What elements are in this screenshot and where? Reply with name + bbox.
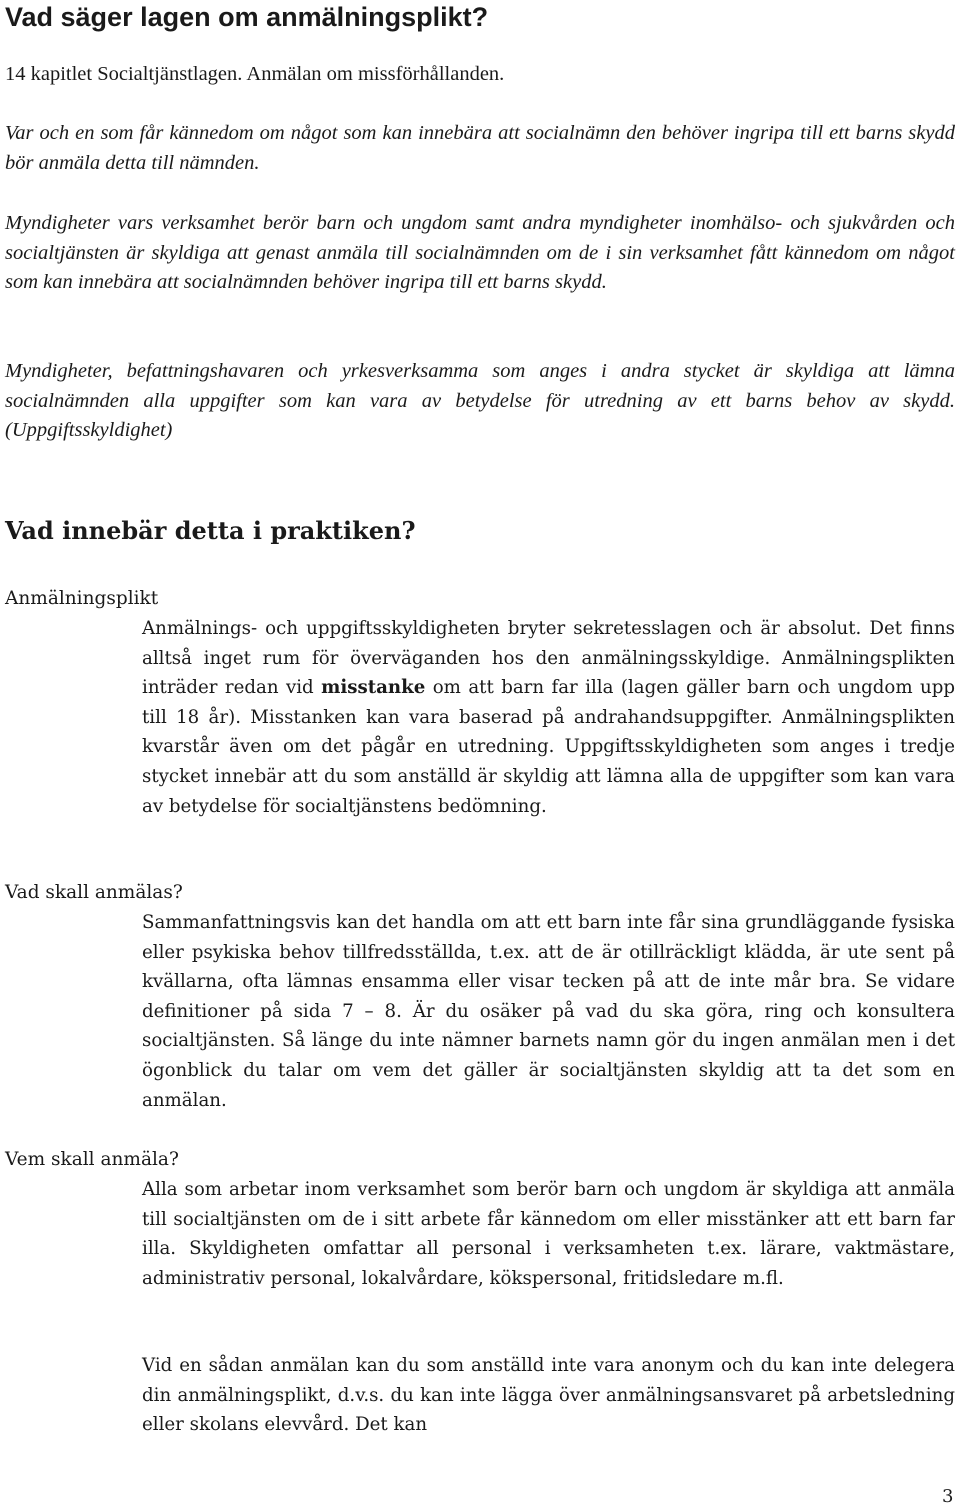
page-title: Vad säger lagen om anmälningsplikt?: [5, 2, 489, 32]
vem-anmala-text-2: Vid en sådan anmälan kan du som anställd inte vara anonym och du kan inte delegera din anmälningsplikt, d.v.s. du kan inte lägga över anmälningsansvaret på arbetsledning eller skolans elevvård. Det kan: [142, 1355, 955, 1436]
anmalningsplikt-text: [142, 614, 955, 821]
label-anmalningsplikt: Anmälningsplikt: [5, 588, 159, 609]
anmalningsplikt-text-after: om att barn far illa (lagen gäller barn och ungdom upp till 18 år). Misstanken kan vara baserad på andrahandsuppgifter. Anmälningsplikten kvarstår även om det pågår en utredning. Uppgiftsskyldigheten som anges i tredje stycket innebär att du som anställd är skyldig att lämna alla de uppgifter som kan vara av betydelse för socialtjänstens bedömning.: [142, 677, 955, 817]
paragraph-3: Myndigheter, befattningshavaren och yrkesverksamma som anges i andra stycket är skyldiga att lämna socialnämnden alla uppgifter som kan vara av betydelse för utredning av ett barns behov av skydd. (Uppgiftsskyldighet): [5, 360, 955, 441]
anmalningsplikt-text-before: Anmälnings- och uppgiftsskyldigheten bryter sekretesslagen och är absolut. Det finns alltså inget rum för överväganden hos den anmälningsskyldige. Anmälningsplikten inträder redan vid: [142, 618, 955, 699]
law-reference: 14 kapitlet Socialtjänstlagen. Anmälan om missförhållanden.: [5, 63, 505, 85]
vem-anmala-text-1: Alla som arbetar inom verksamhet som berör barn och ungdom är skyldiga att anmäla till socialtjänsten om de i sitt arbete får kännedom om eller misstänker att ett barn far illa. Skyldigheten omfattar all personal i verksamheten t.ex. lärare, vaktmästare, administrativ personal, lokalvårdare, kökspersonal, fritidsledare m.fl.: [142, 1179, 955, 1289]
label-vem-anmala: Vem skall anmäla?: [5, 1149, 179, 1170]
label-vad-anmalas: Vad skall anmälas?: [5, 882, 183, 903]
paragraph-2: Myndigheter vars verksamhet berör barn och ungdom samt andra myndigheter inomhälso- och sjukvården och socialtjänsten är skyldiga att genast anmäla till socialnämnden om de i sin verksamhet fått kännedom om något som kan innebära att socialnämnden behöver ingripa till ett barns skydd.: [5, 212, 955, 293]
paragraph-1: Var och en som får kännedom om något som kan innebära att socialnämn den behöver ingripa till ett barns skydd bör anmäla detta till nämnden.: [5, 122, 955, 174]
section-heading: Vad innebär detta i praktiken?: [5, 516, 416, 545]
misstanke-emphasis: misstanke: [321, 677, 426, 699]
vad-anmalas-text: Sammanfattningsvis kan det handla om att ett barn inte får sina grundläggande fysiska eller psykiska behov tillfredsställda, t.ex. att de är otillräckligt klädda, är ute sent på kvällarna, ofta lämnas ensamma eller visar tecken på att de inte mår bra. Se vidare definitioner på sida 7 – 8. Är du osäker på vad du ska göra, ring och konsultera socialtjänsten. Så länge du inte nämner barnets namn gör du ingen anmälan men i det ögonblick du talar om vem det gäller är socialtjänsten skyldig att ta det som en anmälan.: [142, 912, 955, 1111]
page-number: 3: [942, 1486, 954, 1507]
